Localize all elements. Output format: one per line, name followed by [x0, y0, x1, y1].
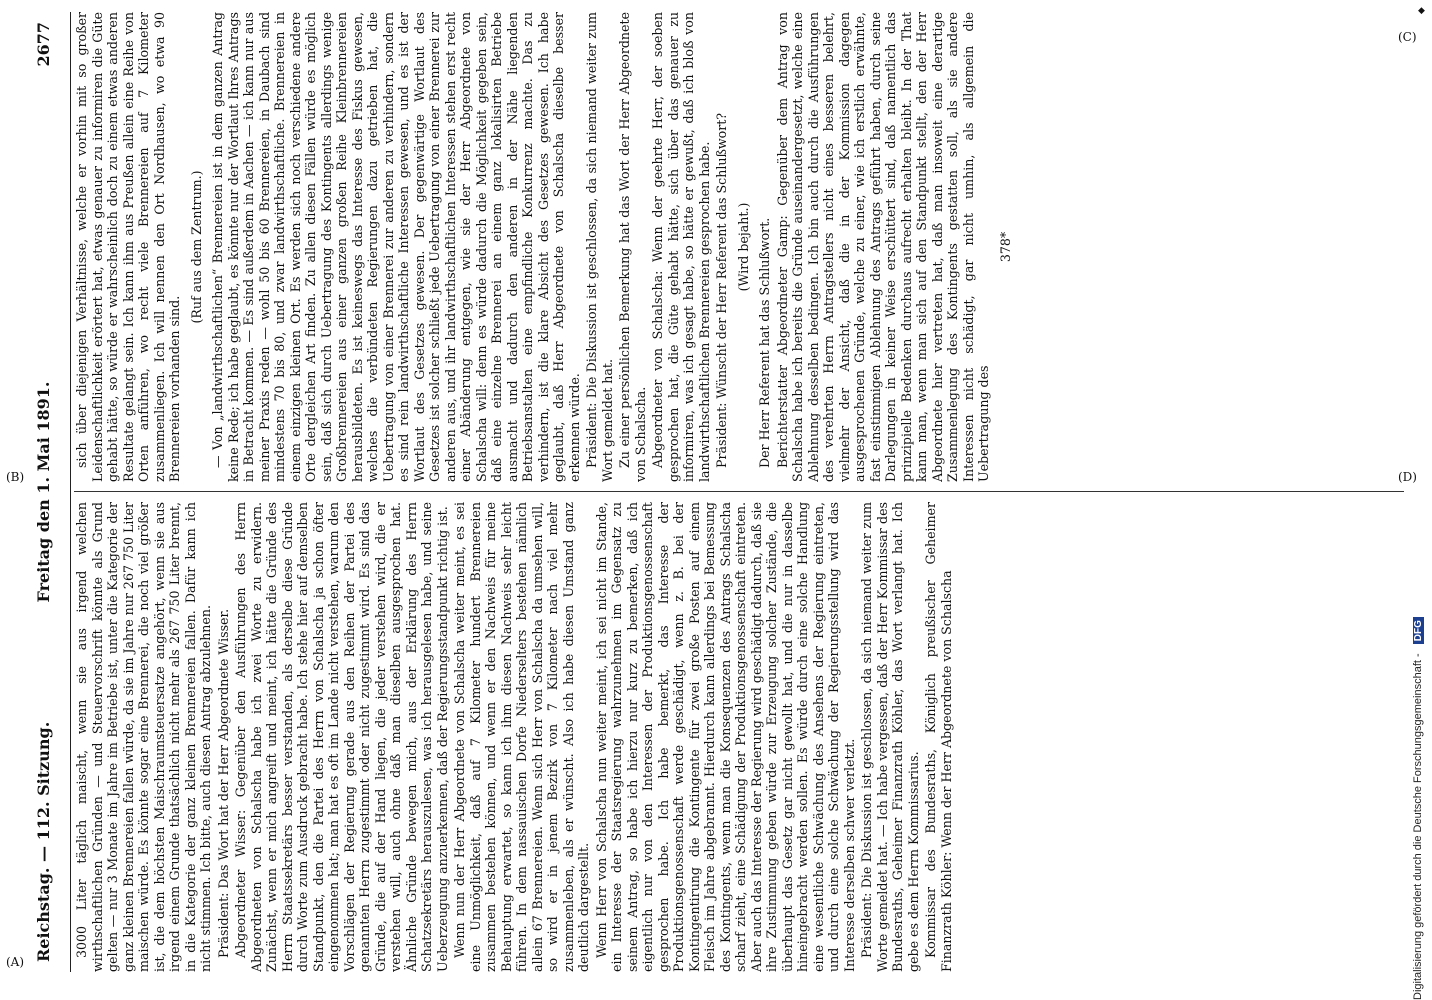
- paragraph: Präsident: Wünscht der Herr Referent das Schlußwort?: [714, 112, 729, 468]
- running-header: [28, 12, 68, 972]
- paragraph: — Von „landwirthschaftlichen“ Brennereien ist in dem ganzen Antrag keine Rede; ich habe geglaubt, es könnte nur der Wortlaut Ihres Antrags in Betracht kommen. — Es sind außerdem in Aachen — ich kann nur aus meiner Praxis reden — wohl 50 bis 60 Brennereien, in Daubach sind mindestens 70 bis 80, und zwar landwirthschaftliche. Brennereien in einem einzigen kleinen Ort. Es werden sich noch verschiedene andere Orte dergleichen Art finden. Zu allen diesen Fällen würde es möglich sein, daß sich durch Uebertragung des Kontingents allerdings wenige Großbrennereien aus einer ganzen großen Reihe Kleinbrennereien herausbildeten. Es ist keineswegs das Interesse des Fiskus gewesen, welches die verbündeten Regierungen dazu getrieben hat, die Uebertragung von einer Brennerei zur anderen zu verhindern, sondern es sind rein landwirthschaftliche Interessen gewesen, und es ist der Wortlaut des Gesetzes gewesen. Der gegenwärtige Wortlaut des Gesetzes ist solcher schließt jede Uebertragung von einer Brennerei zur anderen aus, und ihr landwirthschaftlichen Interessen stehen erst recht einer Abänderung entgegen, wie sie der Herr Abgeordnete von Schalscha will: denn es würde dadurch die Möglichkeit gegeben sein, daß eine einzelne Brennerei an einem ganz lokalisirten Betriebe ausmacht und dadurch den anderen in der Nähe liegenden Betriebsanstalten eine empfindliche Konkurrenz machte. Das zu verhindern, ist die klare Absicht des Gesetzes gewesen. Ich habe geglaubt, daß Herr Abgeordnete von Schalscha dieselbe besser erkennen würde.: [210, 12, 582, 482]
- page-signature: 378*: [997, 231, 1013, 263]
- paragraph: Abgeordneter von Schalscha: Wenn der geehrte Herr, der soeben gesprochen hat, die Güte gehabt hätte, sich über das genauer zu informiren, was ich gesagt habe, so hätte er gewußt, daß ich bloß von landwirthschaftlichen Brennereien gesprochen habe.: [650, 12, 712, 482]
- margin-marker-d: (D): [1398, 470, 1417, 484]
- column-rule: [74, 491, 1404, 492]
- margin-marker-a: (A): [6, 955, 25, 969]
- paragraph: Präsident: Das Wort hat der Herr Abgeordnete Wisser.: [215, 608, 231, 958]
- paragraph: Berichterstatter Abgeordneter Gamp: Gegenüber dem Antrag von Schalscha habe ich bereits die Gründe auseinandergesetzt, welche eine Ablehnung desselben bedingen. Ich bin auch durch die Ausführungen des verehrten Herrn Antragstellers nicht eines besseren belehrt, vielmehr der Ansicht, daß die in der Kommission dagegen ausgesprochenen Gründe, welche zu einer, wie ich erstlich erwähnte, fast einstimmigen Ablehnung des Antrags geführt haben, durch seine Darlegungen in keiner Weise erschüttert sind, daß namentlich das prinzipielle Bedenken durchaus aufrecht erhalten bleibt. In der That kann man, wenn man sich auf den Standpunkt stellt, den der Herr Abgeordnete hier vertreten hat, daß man insoweit eine derartige Zusammenlegung des Kontingents gestatten soll, als sie andere Interessen nicht schädigt, gar nicht umhin, als allgemein die Uebertragung des: [774, 12, 991, 482]
- paragraph: Präsident: Die Diskussion ist geschlossen, da sich niemand weiter zum Wort gemeldet hat.: [584, 12, 615, 482]
- rotated-page: [28, 12, 1420, 972]
- paragraph: Abgeordneter Wisser: Gegenüber den Ausführungen des Herrn Abgeordneten von Schalscha habe ich zwei Worte zu erwidern. Zunächst, wenn er mich angreift und meint, ich hätte die Gründe des Herrn Staatssekretärs besser verstanden, als derselbe diese Gründe durch Worte zum Ausdruck gebracht habe. Ich stehe hier auf demselben Standpunkt, den die Partei des Herrn von Schalscha ja schon öfter eingenommen hat; man hat es oft im Lande nicht verstehen, warum den Vorschlägen der Regierung gerade aus den Reihen der Partei des genannten Herrn zugestimmt oder nicht zugestimmt wird. Es sind das Gründe, die auf der Hand liegen, die jeder verstehen wird, die er verstehen will, auch ohne daß man dieselben ausgesprochen hat. Ähnliche Gründe bewegen mich, aus der Erklärung des Herrn Schatzsekretärs herauszulesen, was ich herausgelesen habe, und seine Ueberzeugung anzuerkennen, daß der Regierungsstandpunkt richtig ist.: [233, 502, 450, 972]
- page-number: 2677: [34, 22, 53, 67]
- dfg-logo: DFG: [1413, 617, 1424, 644]
- paragraph: Der Herr Referent hat das Schlußwort.: [757, 217, 772, 468]
- paragraph: 3000 Liter täglich maischt, wenn sie aus irgend welchen wirthschaftlichen Gründen — und Steuervorschrift könnte als Grund gelten — nur 3 Monate im Jahre im Betriebe ist, unter die Kategorie der ganz kleinen Brennereien fallen würde, da sie im Jahre nur 267 750 Liter maischen würde. Es könnte sogar eine Brennerei, die noch viel größer ist, die dem höchsten Maischraumsteuersatze angehört, wenn sie aus irgend einem Grunde thatsächlich nicht mehr als 267 750 Liter brennt, in die Kategorie der ganz kleinen Brennereien fallen. Dafür kann ich nicht stimmen. Ich bitte, auch diesen Antrag abzulehnen.: [74, 502, 213, 972]
- interjection: (Wird bejaht.): [735, 202, 751, 292]
- header-rule: [70, 12, 71, 972]
- header-date: Freitag den 1. Mai 1891.: [34, 381, 53, 603]
- paragraph: Zu einer persönlichen Bemerkung hat das Wort der Herr Abgeordnete von Schalscha.: [617, 12, 648, 482]
- paragraph: Präsident: Die Diskussion ist geschlossen, da sich niemand weiter zum Worte gemeldet hat. — Ich habe vergessen, daß der Herr Kommissar des Bundesraths, Geheimer Finanzrath Köhler, das Wort verlangt hat. Ich gebe es dem Herrn Kommissarius.: [859, 502, 921, 972]
- corner-mark: ◆: [1418, 6, 1425, 16]
- paragraph: Wenn Herr von Schalscha nun weiter meint, ich sei nicht im Stande, ein Interesse der Staatsregierung wahrzunehmen im Gegensatz zu seinem Antrag, so habe ich hierzu nur kurz zu bemerken, daß ich eigentlich nur von den Interessen der Produktionsgenossenschaft gesprochen habe. Ich habe bemerkt, das Interesse der Produktionsgenossenschaft werde geschädigt, wenn z. B. bei der Kontingentirung die Kontingente für zwei große Posten auf einem Fleisch im Jahre abgebrannt. Hierdurch kann allerdings bei Bemessung des Kontingents, wenn man die Konsequenzen des Antrags Schalscha scharf zieht, eine Schädigung der Produktionsgenossenschaft eintreten. Aber auch das Interesse der Regierung wird geschädigt dadurch, daß sie ihre Zustimmung geben würde zur Erzeugung solcher Zustände, die überhaupt das Gesetz gar nicht gewollt hat, und die nur in dasselbe hineingebracht werden sollen. Es würde durch eine solche Handlung eine wesentliche Schwächung des Ansehens der Regierung eintreten, und durch eine solche Schwächung der Regierungsstellung wird das Interesse derselben schwer verletzt.: [593, 502, 857, 972]
- text-column-right: [74, 12, 1414, 482]
- attribution-text: Digitalisierung gefördert durch die Deutsche Forschungsgemeinschaft -: [1412, 650, 1424, 1000]
- header-left: Reichstag. — 112. Sitzung.: [34, 721, 53, 962]
- text-column-left: [74, 502, 1414, 972]
- paragraph: Kommissar des Bundesraths, Königlich preußischer Geheimer Finanzrath Köhler: Wenn der Herr Abgeordnete von Schalscha: [923, 502, 954, 972]
- paragraph: sich über diejenigen Verhältnisse, welche er vorhin mit so großer Leidenschaftlichkeit erörtert hat, etwas genauer zu informiren die Güte gehabt hätte, so würde er wahrscheinlich doch zu einem etwas anderen Resultate gelangt sein. Ich kann ihm aus Preußen allein eine Reihe von Orten anführen, wo recht viele Brennereien auf 7 Kilometer zusammenliegen. Ich will nennen den Ort Nordhausen, wo etwa 90 Brennereien vorhanden sind.: [74, 12, 182, 482]
- digitization-attribution: [1412, 15, 1430, 1000]
- margin-marker-c: (C): [1398, 30, 1417, 44]
- interjection: (Ruf aus dem Zentrum.): [188, 170, 204, 324]
- paragraph: Wenn nun der Herr Abgeordnete von Schalscha weiter meint, es sei eine Unmöglichkeit, daß auf 7 Kilometer hundert Brennereien zusammen bestehen können, und wenn er den Nachweis für meine Behauptung erwartet, so kann ich ihm diesen Nachweis sehr leicht führen. In dem nassauischen Dorfe Niederselters bestehen nämlich allein 67 Brennereien. Wenn sich Herr von Schalscha da umsehen will, so wird er in jenem Bezirk von 7 Kilometer nach viel mehr zusammenleben, als er wünscht. Also ich habe diesen Umstand ganz deutlich dargestellt.: [452, 502, 591, 972]
- margin-marker-b: (B): [6, 470, 25, 484]
